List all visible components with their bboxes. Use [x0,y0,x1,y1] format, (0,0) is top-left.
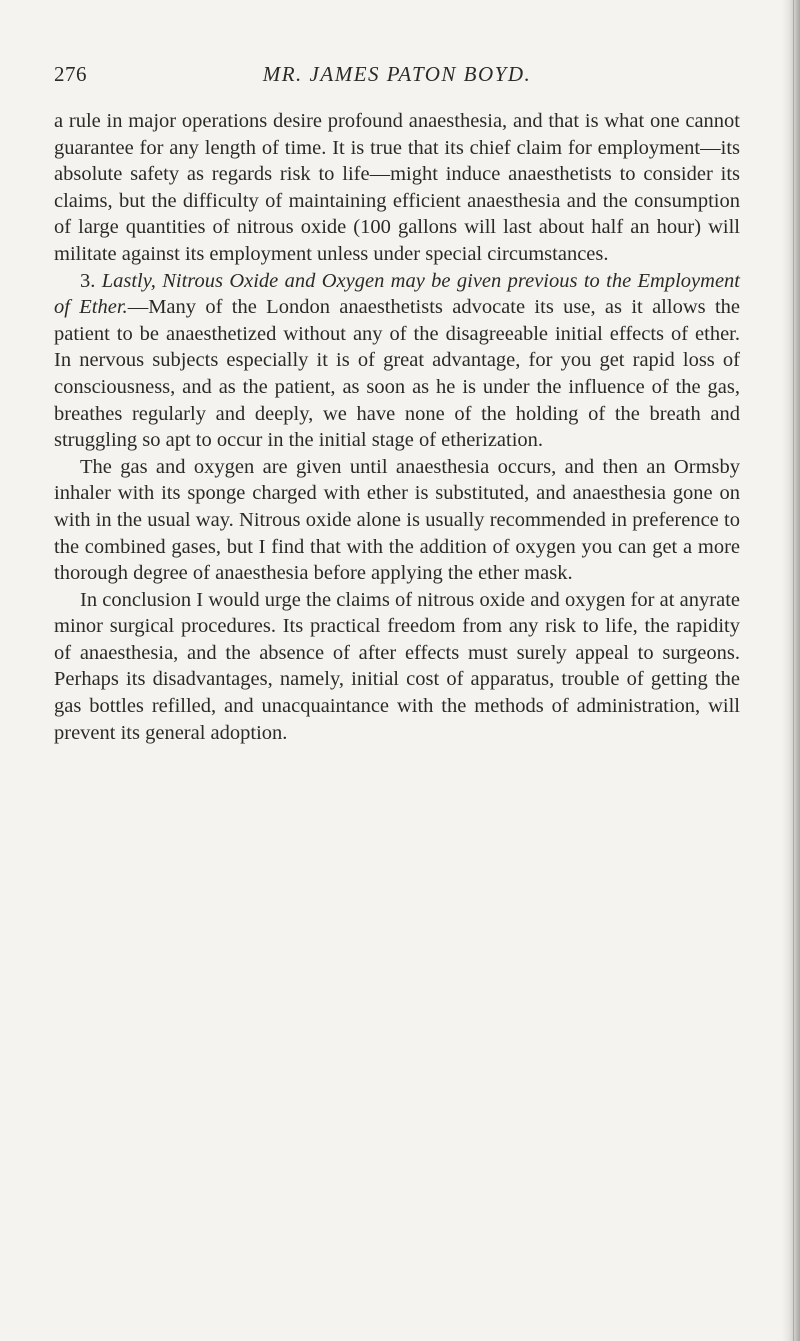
paragraph-2-number: 3. [80,269,102,292]
paragraph-2-body: —Many of the London anaesthetists advocate its use, as it allows the patient to be anaesthetized without any of the disagreeable initial effects of ether. In nervous subjects especially it is of great advantage, for you get rapid loss of consciousness, and as the patient, as soon as he is under the influence of the gas, breathes regularly and deeply, we have none of the holding of the breath and struggling so apt to occur in the initial stage of etherization. [54,296,740,452]
paragraph-2-heading: Lastly, Nitrous Oxide and Oxygen may be given previous to the Employment of Ether. [54,269,740,319]
paragraph-1: a rule in major operations desire profound anaesthesia, and that is what one cannot guarantee for any length of time. It is true that its chief claim for employment—its absolute safety as regards risk to life—might induce anaesthetists to consider its claims, but the difficulty of maintaining efficient anaesthesia and the consumption of large quantities of nitrous oxide (100 gallons will last about half an hour) will militate against its employment unless under special circumstances. [54,110,740,265]
page-edge-line [793,0,794,1341]
paragraph-2 [54,268,740,454]
paragraph-4: In conclusion I would urge the claims of nitrous oxide and oxygen for at anyrate minor surgical procedures. Its practical freedom from any risk to life, the rapidity of anaesthesia, and the absence of after effects must surely appeal to surgeons. Perhaps its disadvantages, namely, initial cost of apparatus, trouble of getting the gas bottles refilled, and unacquaintance with the methods of administration, will prevent its general adoption. [54,588,740,744]
paragraph-3: The gas and oxygen are given until anaesthesia occurs, and then an Ormsby inhaler with its sponge charged with ether is substituted, and anaesthesia gone on with in the usual way. Nitrous oxide alone is usually recommended in preference to the combined gases, but I find that with the addition of oxygen you can get a more thorough degree of anaesthesia before applying the ether mask. [54,455,740,585]
page-number: 276 [54,62,87,86]
running-head: MR. JAMES PATON BOYD. [262,62,532,86]
page-header [54,62,740,92]
body-text [54,108,740,746]
page-edge-shadow [782,0,800,1341]
